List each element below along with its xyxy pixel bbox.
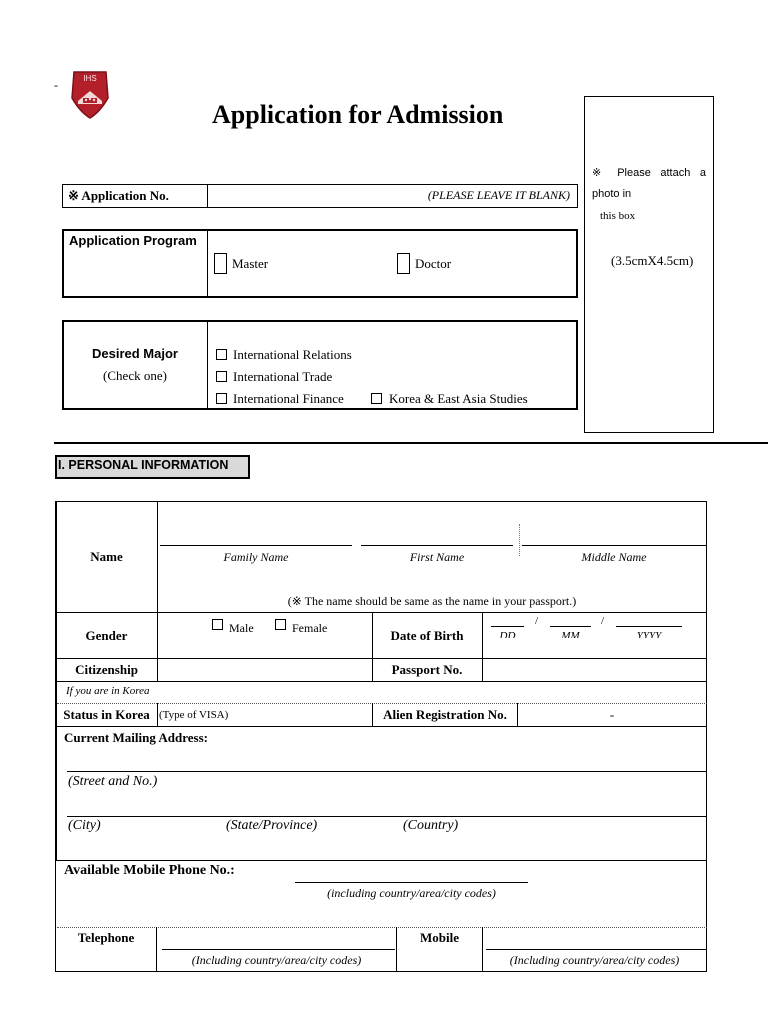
dob-yyyy-field[interactable] bbox=[616, 626, 682, 627]
mobile-hint: (Including country/area/city codes) bbox=[509, 953, 680, 967]
city-hint: (City) bbox=[68, 818, 101, 833]
passport-field[interactable] bbox=[483, 659, 706, 681]
passport-label: Passport No. bbox=[391, 662, 463, 677]
mobile-avail-field[interactable] bbox=[295, 882, 528, 883]
dob-slash-1: / bbox=[535, 615, 539, 627]
alien-field[interactable]: - bbox=[609, 707, 615, 722]
section-divider bbox=[54, 442, 768, 444]
name-label: Name bbox=[90, 549, 123, 564]
male-label: Male bbox=[229, 621, 254, 633]
male-checkbox[interactable] bbox=[212, 619, 223, 630]
dob-slash-2: / bbox=[601, 615, 605, 627]
passport-name-note: (※ The name should be same as the name in your passport.) bbox=[287, 594, 577, 608]
female-checkbox[interactable] bbox=[275, 619, 286, 630]
country-hint: (Country) bbox=[403, 818, 459, 833]
dob-yyyy-hint: YYYY bbox=[636, 630, 662, 638]
citizenship-field[interactable] bbox=[158, 659, 371, 681]
doctor-label: Doctor bbox=[415, 256, 452, 271]
dob-dd-hint: DD bbox=[499, 630, 516, 638]
dob-dd-field[interactable] bbox=[491, 626, 524, 627]
major-label: Desired Major bbox=[92, 346, 178, 361]
status-label: Status in Korea bbox=[63, 707, 150, 722]
gender-options bbox=[158, 613, 371, 633]
citizenship-label: Citizenship bbox=[75, 662, 138, 677]
if-checkbox[interactable] bbox=[216, 393, 227, 404]
keas-checkbox[interactable] bbox=[371, 393, 382, 404]
doctor-checkbox[interactable] bbox=[397, 253, 410, 274]
keas-label: Korea & East Asia Studies bbox=[389, 391, 528, 406]
header-dash: - bbox=[54, 78, 58, 92]
dob-fields bbox=[483, 613, 706, 638]
photo-instruction-line2: photo in bbox=[592, 188, 632, 200]
application-no-field[interactable]: (PLEASE LEAVE IT BLANK) bbox=[427, 188, 570, 202]
address-label: Current Mailing Address: bbox=[64, 730, 208, 745]
status-field[interactable]: (Type of VISA) bbox=[159, 709, 229, 721]
program-label: Application Program bbox=[69, 233, 197, 248]
photo-size: (3.5cmX4.5cm) bbox=[611, 253, 694, 268]
master-checkbox[interactable] bbox=[214, 253, 227, 274]
street-field[interactable] bbox=[67, 771, 707, 772]
major-sublabel: (Check one) bbox=[103, 368, 167, 383]
city-state-country-field[interactable] bbox=[67, 816, 707, 817]
first-name-field[interactable] bbox=[361, 545, 513, 546]
state-hint: (State/Province) bbox=[226, 818, 318, 833]
dob-mm-field[interactable] bbox=[550, 626, 591, 627]
ir-label: International Relations bbox=[233, 347, 352, 362]
family-name-field[interactable] bbox=[160, 545, 352, 546]
photo-instruction-line1: ※ Please attach a bbox=[592, 167, 706, 179]
mobile-avail-hint: (including country/area/city codes) bbox=[327, 886, 496, 900]
logo-text: IHS bbox=[83, 74, 97, 83]
alien-label: Alien Registration No. bbox=[383, 707, 507, 722]
application-no-label: ※ Application No. bbox=[68, 188, 169, 203]
mobile-avail-label: Available Mobile Phone No.: bbox=[64, 863, 235, 878]
ir-checkbox[interactable] bbox=[216, 349, 227, 360]
mobile-label: Mobile bbox=[420, 930, 459, 945]
it-label: International Trade bbox=[233, 369, 333, 384]
if-label: International Finance bbox=[233, 391, 344, 406]
street-hint: (Street and No.) bbox=[68, 774, 158, 789]
school-logo bbox=[70, 68, 110, 120]
middle-name-hint: Middle Name bbox=[581, 550, 647, 564]
first-name-hint: First Name bbox=[409, 550, 465, 564]
dob-mm-hint: MM bbox=[561, 630, 580, 638]
telephone-field[interactable] bbox=[162, 949, 395, 950]
dob-label: Date of Birth bbox=[390, 628, 464, 643]
family-name-hint: Family Name bbox=[223, 550, 289, 564]
middle-name-field[interactable] bbox=[522, 545, 706, 546]
section-heading: I. PERSONAL INFORMATION bbox=[58, 458, 229, 472]
it-checkbox[interactable] bbox=[216, 371, 227, 382]
mobile-field[interactable] bbox=[486, 949, 706, 950]
korea-note: If you are in Korea bbox=[66, 685, 150, 697]
gender-label: Gender bbox=[85, 628, 128, 643]
female-label: Female bbox=[292, 621, 328, 633]
telephone-hint: (Including country/area/city codes) bbox=[191, 953, 362, 967]
page-title: Application for Admission bbox=[212, 100, 504, 129]
master-label: Master bbox=[232, 256, 269, 271]
telephone-label: Telephone bbox=[77, 930, 135, 945]
photo-instruction-line3: this box bbox=[600, 210, 636, 222]
